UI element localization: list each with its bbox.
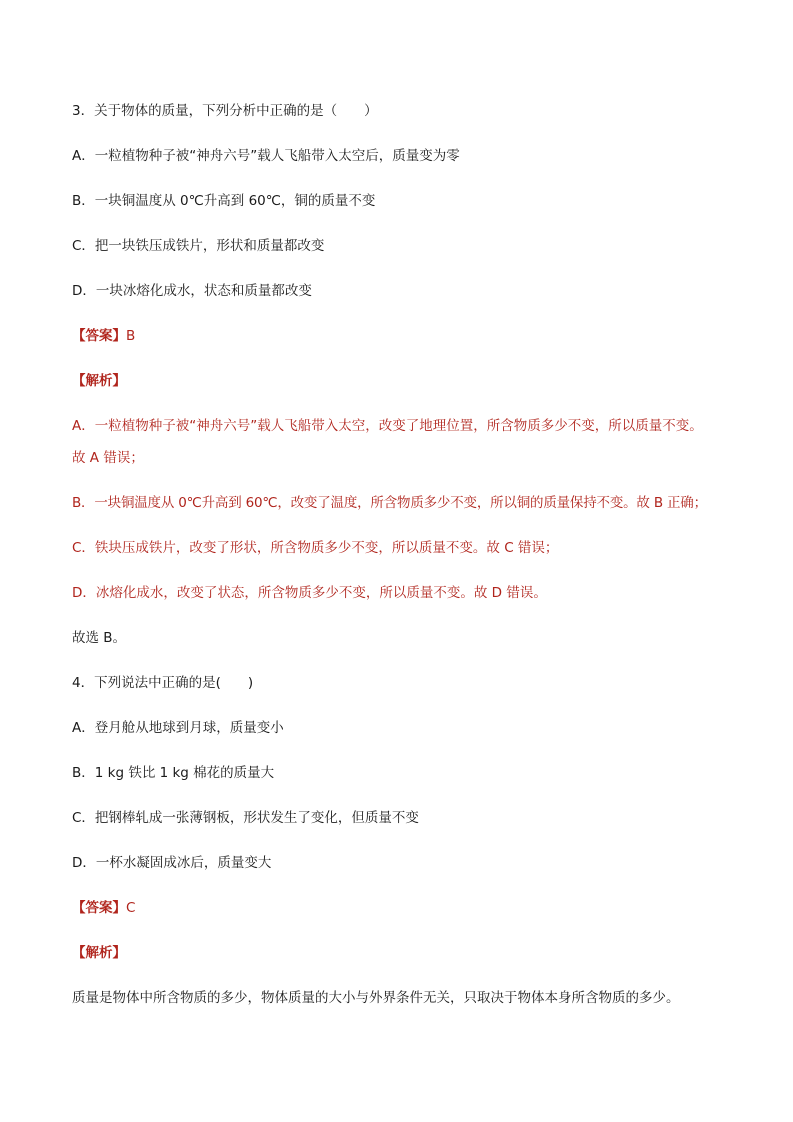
q3-question: 3．关于物体的质量，下列分析中正确的是（ ） bbox=[72, 103, 378, 119]
q4-analysis-label: 【解析】 bbox=[72, 945, 126, 961]
q3-option-c: C．把一块铁压成铁片，形状和质量都改变 bbox=[72, 238, 325, 254]
q3-answer-value: B bbox=[126, 328, 136, 344]
q4-answer bbox=[72, 899, 135, 917]
q4-answer-label: 【答案】 bbox=[72, 900, 126, 916]
q3-analysis-line-3: B．一块铜温度从 0℃升高到 60℃，改变了温度，所含物质多少不变，所以铜的质量保持不变。故 B 正确； bbox=[72, 495, 707, 511]
q3-conclusion: 故选 B。 bbox=[72, 630, 127, 646]
q4-option-a: A．登月舱从地球到月球，质量变小 bbox=[72, 720, 284, 736]
q4-option-c: C．把钢棒轧成一张薄钢板，形状发生了变化，但质量不变 bbox=[72, 810, 419, 826]
q3-analysis-line-2: 故 A 错误； bbox=[72, 450, 144, 466]
q3-analysis-line-4: C．铁块压成铁片，改变了形状，所含物质多少不变，所以质量不变。故 C 错误； bbox=[72, 540, 559, 556]
q4-answer-value: C bbox=[126, 900, 136, 916]
q4-option-b: B．1 kg 铁比 1 kg 棉花的质量大 bbox=[72, 765, 275, 781]
q3-option-b: B．一块铜温度从 0℃升高到 60℃，铜的质量不变 bbox=[72, 193, 376, 209]
q3-option-d: D．一块冰熔化成水，状态和质量都改变 bbox=[72, 283, 312, 299]
q4-analysis-line-1: 质量是物体中所含物质的多少，物体质量的大小与外界条件无关，只取决于物体本身所含物质的多少。 bbox=[72, 990, 680, 1006]
q3-analysis-line-5: D．冰熔化成水，改变了状态，所含物质多少不变，所以质量不变。故 D 错误。 bbox=[72, 585, 547, 601]
q3-analysis-line-1: A．一粒植物种子被“神舟六号”载人飞船带入太空，改变了地理位置，所含物质多少不变，所以质量不变。 bbox=[72, 418, 703, 434]
q3-option-a: A．一粒植物种子被“神舟六号”载人飞船带入太空后，质量变为零 bbox=[72, 148, 460, 164]
q3-answer bbox=[72, 327, 135, 345]
q4-option-d: D．一杯水凝固成冰后，质量变大 bbox=[72, 855, 272, 871]
q4-question: 4．下列说法中正确的是( ) bbox=[72, 675, 254, 691]
q3-analysis-label: 【解析】 bbox=[72, 373, 126, 389]
q3-answer-label: 【答案】 bbox=[72, 328, 126, 344]
